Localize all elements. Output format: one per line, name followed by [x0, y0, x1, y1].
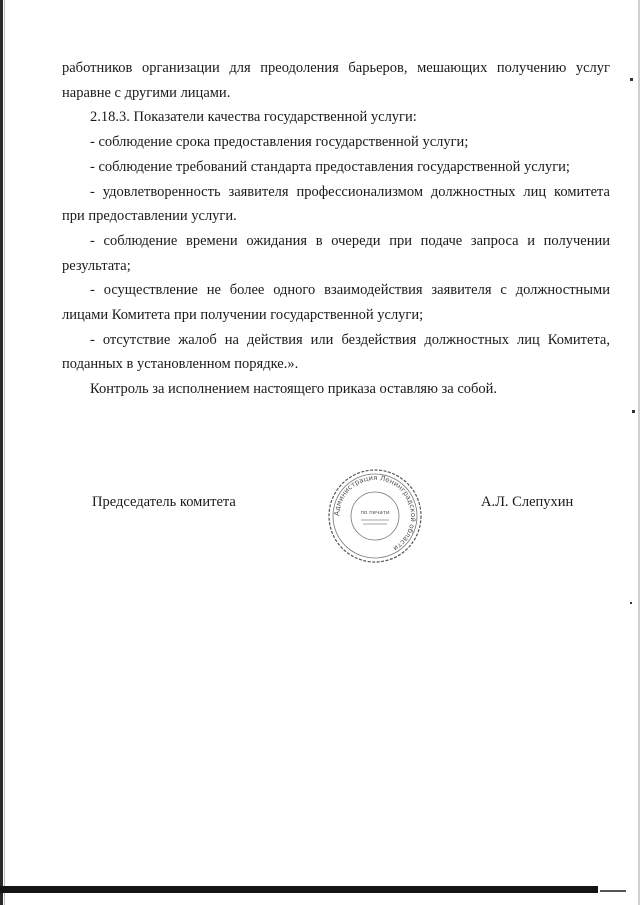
seal-ring-text: Администрация Ленинградской области [332, 473, 418, 553]
paragraph: - соблюдение времени ожидания в очереди при подаче запроса и получении результата; [62, 232, 610, 274]
scan-speck [630, 78, 633, 81]
paragraph: Контроль за исполнением настоящего приказа оставляю за собой. [90, 381, 498, 398]
scan-speck [630, 602, 632, 604]
paragraph: - соблюдение требований стандарта предоставления государственной услуги; [90, 158, 570, 175]
seal-center-text: по печати [360, 510, 390, 516]
signature-block [0, 490, 640, 514]
signer-name: А.Л. Слепухин [481, 494, 574, 510]
scan-bottom-border [0, 886, 598, 893]
paragraph: - отсутствие жалоб на действия или бездействия должностных лиц Комитета, поданных в установленном порядке.». [62, 331, 610, 373]
paragraph: - соблюдение срока предоставления государственной услуги; [90, 134, 469, 151]
paragraph: - осуществление не более одного взаимодействия заявителя с должностными лицами Комитета при получении государственной услуги; [62, 282, 610, 324]
scan-speck [632, 410, 635, 413]
scan-bottom-border-tail [600, 890, 626, 892]
signer-title: Председатель комитета [92, 494, 236, 510]
paragraph: работников организации для преодоления барьеров, мешающих получению услуг наравне с другими лицами. [62, 60, 610, 101]
scan-left-edge-shadow [4, 0, 5, 905]
scan-left-edge [0, 0, 3, 905]
paragraph: - удовлетворенность заявителя профессионализмом должностных лиц комитета при предоставлении услуги. [62, 183, 610, 225]
official-seal-stamp [325, 466, 425, 566]
paragraph: 2.18.3. Показатели качества государственной услуги: [90, 109, 417, 126]
body-text [62, 56, 610, 402]
